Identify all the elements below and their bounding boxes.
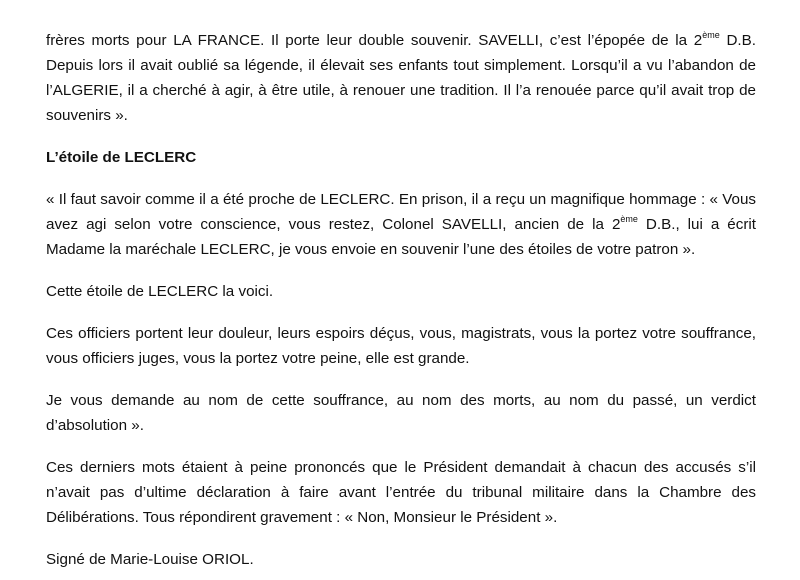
document-page bbox=[46, 28, 756, 572]
superscript-ordinal: ème bbox=[620, 214, 638, 224]
paragraph-officiers: Ces officiers portent leur douleur, leurs espoirs déçus, vous, magistrats, vous la portez votre souffrance, vous officiers juges, vous la portez votre peine, elle est grande. bbox=[46, 325, 756, 367]
paragraph-etoile: Cette étoile de LECLERC la voici. bbox=[46, 283, 274, 300]
superscript-ordinal: ème bbox=[702, 30, 720, 40]
paragraph-verdict: Je vous demande au nom de cette souffrance, au nom des morts, au nom du passé, un verdict d’absolution ». bbox=[46, 392, 756, 434]
signature: Signé de Marie-Louise ORIOL. bbox=[46, 551, 254, 568]
paragraph-text: D.B. Depuis lors il avait oublié sa légende, il élevait ses enfants tout simplement. Lorsqu’il a vu l’abandon de l’ALGERIE, il a cherché à agir, à être utile, à renouer une tradition. Il l’a renouée parce qu’il avait trop de souvenirs ». bbox=[46, 32, 756, 124]
paragraph-savelli-souvenir bbox=[46, 28, 756, 128]
paragraph-text: frères morts pour LA FRANCE. Il porte leur double souvenir. SAVELLI, c’est l’épopée de la 2 bbox=[46, 32, 703, 49]
section-heading: L’étoile de LECLERC bbox=[46, 149, 197, 166]
paragraph-deliberations: Ces derniers mots étaient à peine prononcés que le Président demandait à chacun des accusés s’il n’avait pas d’ultime déclaration à faire avant l’entrée du tribunal militaire dans la Chambre des Délibérations. Tous répondirent gravement : « Non, Monsieur le Président ». bbox=[46, 459, 756, 526]
paragraph-text: D.B., lui a écrit Madame la maréchale LECLERC, je vous envoie en souvenir l’une des étoiles de votre patron ». bbox=[46, 216, 757, 258]
paragraph-text: « Il faut savoir comme il a été proche de LECLERC. En prison, il a reçu un magnifique hommage : « Vous avez agi selon votre conscience, vous restez, Colonel SAVELLI, ancien de la 2 bbox=[46, 191, 756, 233]
paragraph-leclerc-hommage bbox=[46, 187, 756, 262]
